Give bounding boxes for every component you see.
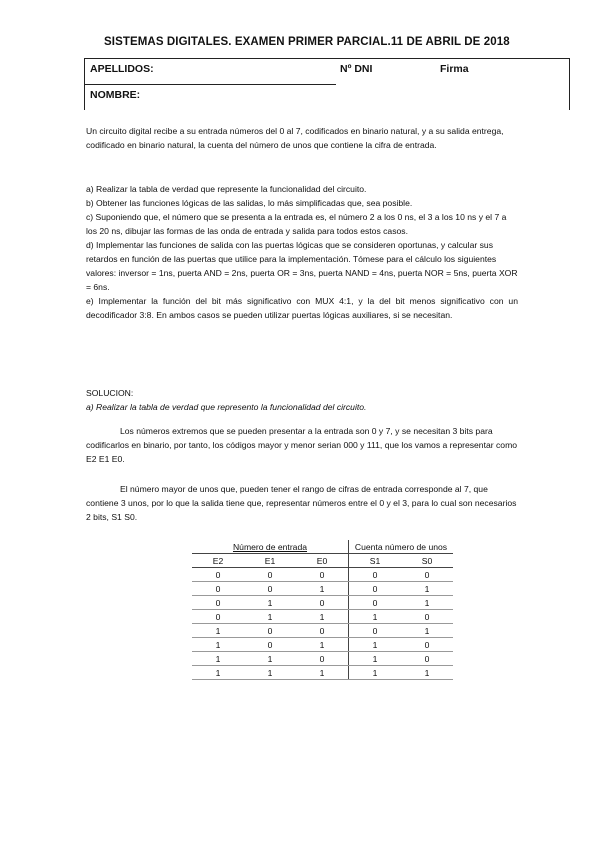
table-cell: 0 — [244, 568, 296, 582]
table-cell: 0 — [401, 638, 453, 652]
table-row — [192, 568, 453, 582]
dni-label: Nº DNI — [340, 63, 373, 75]
table-cell: 0 — [192, 582, 244, 596]
table-cell: 1 — [349, 610, 402, 624]
table-row — [192, 596, 453, 610]
table-cell: 1 — [401, 596, 453, 610]
table-cell: 1 — [244, 666, 296, 680]
table-cell: 0 — [192, 568, 244, 582]
exam-title: SISTEMAS DIGITALES. EXAMEN PRIMER PARCIAL.11 DE ABRIL DE 2018 — [104, 36, 510, 48]
item-c: c) Suponiendo que, el número que se presenta a la entrada es, el número 2 a los 0 ns, el 3 a los 10 ns y el 7 a los 20 ns, dibujar las formas de las onda de entrada y salida para todos estos casos. — [86, 212, 507, 236]
item-e: e) Implementar la función del bit más significativo con MUX 4:1, y la del bit menos significativo con un decodificador 3:8. En ambos casos se pueden utilizar puertas lógicas auxiliares, si se necesitan. — [86, 296, 518, 320]
table-cell: 0 — [296, 596, 349, 610]
item-a: a) Realizar la tabla de verdad que represente la funcionalidad del circuito. — [86, 184, 367, 194]
item-b: b) Obtener las funciones lógicas de las salidas, lo más simplificadas que, sea posible. — [86, 198, 413, 208]
table-cell: 0 — [244, 638, 296, 652]
column-header: S1 — [349, 554, 402, 568]
column-header: E2 — [192, 554, 244, 568]
problem-items — [86, 182, 518, 322]
table-cell: 1 — [296, 610, 349, 624]
table-cell: 1 — [244, 652, 296, 666]
table-cell: 1 — [192, 638, 244, 652]
table-cell: 0 — [349, 596, 402, 610]
table-cell: 1 — [192, 652, 244, 666]
solution-para1-text: Los números extremos que se pueden presentar a la entrada son 0 y 7, y se necesitan 3 bits para codificarlos en binario, por tanto, los códigos mayor y menor serian 000 y 111, que los vamos a representar como E2 E1 E0. — [86, 426, 518, 464]
column-header: E0 — [296, 554, 349, 568]
solution-heading: SOLUCION: — [86, 388, 134, 398]
column-header: S0 — [401, 554, 453, 568]
item-d: d) Implementar las funciones de salida con las puertas lógicas que se consideren oportunas, y calcular sus retardos en función de las puertas que utilice para la implementación. Tómese para el cálculo los siguientes valores: inversor = 1ns, puerta AND = 2ns, puerta OR = 3ns, puerta NAND = 4ns, puerta NOR = 5ns, puerta XOR = 6ns. — [86, 240, 518, 292]
table-cell: 1 — [401, 666, 453, 680]
group-output-header: Cuenta número de unos — [349, 540, 454, 554]
table-cell: 0 — [349, 624, 402, 638]
table-row — [192, 666, 453, 680]
table-cell: 1 — [244, 610, 296, 624]
table-row — [192, 624, 453, 638]
group-input-header: Número de entrada — [192, 540, 349, 554]
table-cell: 0 — [244, 624, 296, 638]
table-cell: 1 — [192, 666, 244, 680]
table-cell: 1 — [401, 582, 453, 596]
firma-label: Firma — [440, 63, 469, 75]
identification-box — [84, 58, 570, 110]
column-header: E1 — [244, 554, 296, 568]
truth-table-column-header — [192, 554, 453, 568]
table-cell: 0 — [296, 624, 349, 638]
table-cell: 0 — [401, 568, 453, 582]
table-cell: 0 — [401, 610, 453, 624]
truth-table — [192, 540, 453, 680]
table-cell: 1 — [401, 624, 453, 638]
table-cell: 0 — [296, 652, 349, 666]
statement-intro: Un circuito digital recibe a su entrada números del 0 al 7, codificados en binario natural, y a su salida entrega, codificado en binario natural, la cuenta del número de unos que contiene la cifra de entrada. — [86, 126, 504, 150]
solution-para2-text: El número mayor de unos que, pueden tener el rango de cifras de entrada corresponde al 7, que contiene 3 unos, por lo que la salida tiene que, representar números entre el 0 y el 3, para lo cual son necesarios 2 bits, S1 S0. — [86, 484, 517, 522]
table-cell: 0 — [349, 568, 402, 582]
table-cell: 1 — [349, 638, 402, 652]
table-cell: 1 — [192, 624, 244, 638]
solution-paragraph-2 — [86, 482, 518, 524]
table-cell: 1 — [296, 666, 349, 680]
table-cell: 1 — [296, 638, 349, 652]
table-cell: 1 — [296, 582, 349, 596]
table-cell: 1 — [244, 596, 296, 610]
table-cell: 0 — [192, 596, 244, 610]
table-cell: 0 — [296, 568, 349, 582]
table-cell: 0 — [401, 652, 453, 666]
table-cell: 0 — [192, 610, 244, 624]
problem-statement — [86, 124, 518, 152]
table-cell: 1 — [349, 652, 402, 666]
table-row — [192, 610, 453, 624]
solution-paragraph-1 — [86, 424, 518, 466]
table-cell: 1 — [349, 666, 402, 680]
table-cell: 0 — [349, 582, 402, 596]
apellidos-label: APELLIDOS: — [90, 63, 154, 75]
solution-subheading: a) Realizar la tabla de verdad que represento la funcionalidad del circuito. — [86, 402, 367, 412]
nombre-label: NOMBRE: — [90, 89, 141, 101]
solution-section — [86, 386, 518, 414]
table-row — [192, 638, 453, 652]
table-row — [192, 652, 453, 666]
table-row — [192, 582, 453, 596]
table-cell: 0 — [244, 582, 296, 596]
truth-table-group-header — [192, 540, 453, 554]
